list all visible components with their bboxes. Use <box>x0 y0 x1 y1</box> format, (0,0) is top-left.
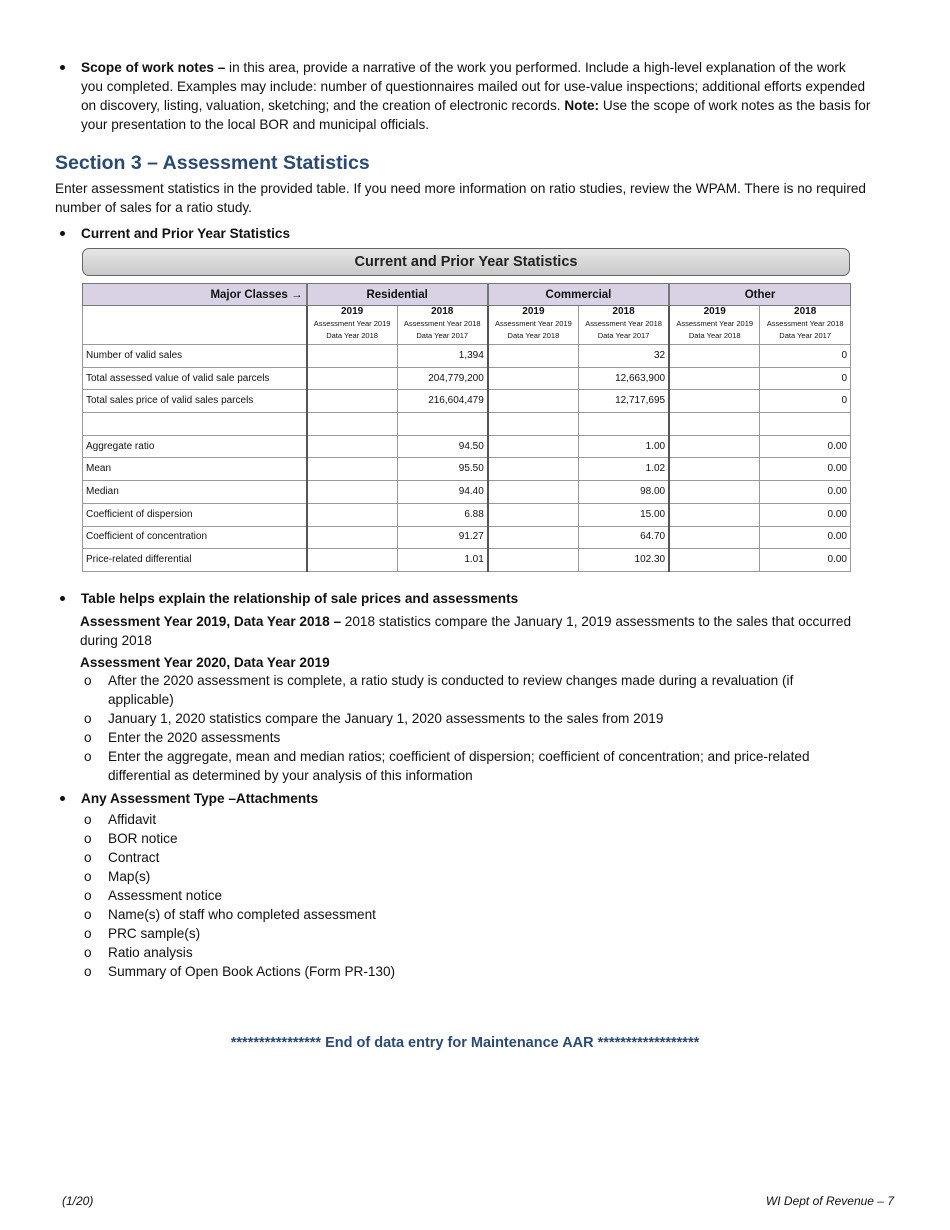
explain-item-text: After the 2020 assessment is complete, a ratio study is conducted to review changes made during a revaluation (if applicable) <box>108 673 794 707</box>
value-cell: 94.40 <box>397 481 488 504</box>
value-cell: 0.00 <box>760 458 851 481</box>
row-label: Total sales price of valid sales parcels <box>83 390 307 413</box>
year-label: 2019 <box>703 306 726 317</box>
explain-list <box>84 671 848 785</box>
attachment-item <box>84 848 848 867</box>
data-year-label: Data Year 2017 <box>416 331 469 340</box>
attachments-bullet-label: Any Assessment Type –Attachments <box>81 791 319 806</box>
value-cell <box>669 390 760 413</box>
footer-right: WI Dept of Revenue – 7 <box>765 1194 894 1208</box>
value-cell: 12,663,900 <box>578 367 669 390</box>
row-label: Aggregate ratio <box>83 435 307 458</box>
data-year-label: Data Year 2018 <box>326 331 378 340</box>
value-cell <box>488 390 579 413</box>
attachment-item-text: Summary of Open Book Actions (Form PR-130) <box>108 964 396 979</box>
explain-bullet <box>56 589 871 608</box>
scope-text: in this area, provide a narrative of the work you performed. Include a high-level explanation of the work you completed. Examples may include: number of questionnaires mailed out for use-value inspections; additional efforts expended on discovery, listing, valuation, sketching; and the creation of electronic records. <box>81 60 866 113</box>
end-of-data-entry: **************** End of data entry for Maintenance AAR ****************** <box>230 1035 700 1051</box>
circle-bullet-icon: o <box>84 711 92 726</box>
row-label: Mean <box>83 458 307 481</box>
data-year-label: Data Year 2018 <box>507 331 560 340</box>
attachment-item-text: PRC sample(s) <box>108 926 201 941</box>
attachment-item <box>84 943 848 962</box>
attachment-item-text: Assessment notice <box>108 888 223 903</box>
year-label: 2018 <box>431 306 454 317</box>
explain-p1 <box>80 612 880 650</box>
class-header-other: Other <box>669 284 850 306</box>
year-label: 2018 <box>794 306 817 317</box>
table-row <box>83 413 851 436</box>
row-label <box>83 413 307 436</box>
value-cell <box>307 503 398 526</box>
table-row <box>83 526 851 549</box>
value-cell <box>488 503 579 526</box>
table-row <box>83 367 851 390</box>
value-cell: 0 <box>760 390 851 413</box>
table-row <box>83 345 851 368</box>
assessment-year-label: Assessment Year 2018 <box>766 319 844 328</box>
value-cell <box>488 345 579 368</box>
attachment-item <box>84 886 848 905</box>
attachment-item-text: Ratio analysis <box>108 945 193 960</box>
value-cell: 15.00 <box>578 503 669 526</box>
assessment-year-label: Assessment Year 2018 <box>585 319 662 328</box>
circle-bullet-icon: o <box>84 926 92 941</box>
row-label: Number of valid sales <box>83 345 307 368</box>
attachment-item-text: BOR notice <box>108 831 178 846</box>
year-header-cell <box>669 306 760 345</box>
table-row <box>83 481 851 504</box>
scope-label: Scope of work notes – <box>81 60 226 75</box>
circle-bullet-icon: o <box>84 869 92 884</box>
value-cell <box>669 367 760 390</box>
value-cell: 12,717,695 <box>578 390 669 413</box>
circle-bullet-icon: o <box>84 850 92 865</box>
explain-item <box>84 671 848 709</box>
blank-cell <box>83 306 307 345</box>
value-cell: 1.00 <box>578 435 669 458</box>
footer-left: (1/20) <box>62 1194 94 1208</box>
circle-bullet-icon: o <box>84 749 92 764</box>
value-cell <box>307 345 398 368</box>
major-classes-label: Major Classes → <box>83 284 307 306</box>
row-label: Total assessed value of valid sale parcels <box>83 367 307 390</box>
value-cell <box>488 413 579 436</box>
value-cell <box>669 435 760 458</box>
scope-bullet <box>56 58 871 134</box>
value-cell: 1.02 <box>578 458 669 481</box>
attachment-item <box>84 962 848 981</box>
section-title: Section 3 – Assessment Statistics <box>55 152 370 174</box>
value-cell <box>760 413 851 436</box>
attachment-item-text: Map(s) <box>108 869 151 884</box>
attachment-item <box>84 905 848 924</box>
explain-item-text: Enter the 2020 assessments <box>108 730 281 745</box>
table-row <box>83 503 851 526</box>
value-cell: 94.50 <box>397 435 488 458</box>
value-cell <box>488 481 579 504</box>
value-cell <box>488 367 579 390</box>
value-cell: 1,394 <box>397 345 488 368</box>
row-label: Coefficient of dispersion <box>83 503 307 526</box>
circle-bullet-icon: o <box>84 888 92 903</box>
table-row <box>83 390 851 413</box>
year-header-cell <box>578 306 669 345</box>
circle-bullet-icon: o <box>84 812 92 827</box>
value-cell <box>669 503 760 526</box>
assessment-year-label: Assessment Year 2019 <box>676 319 754 328</box>
attachment-item-text: Contract <box>108 850 160 865</box>
class-header-residential: Residential <box>307 284 488 306</box>
year-label: 2019 <box>340 306 364 317</box>
year-label: 2019 <box>522 306 545 317</box>
assessment-year-label: Assessment Year 2019 <box>495 319 572 328</box>
table-row <box>83 458 851 481</box>
value-cell <box>669 481 760 504</box>
attachment-item <box>84 924 848 943</box>
table-title: Current and Prior Year Statistics <box>82 248 850 276</box>
row-label: Median <box>83 481 307 504</box>
value-cell <box>578 413 669 436</box>
explain-item <box>84 747 848 785</box>
attachment-item <box>84 867 848 886</box>
year-header-cell <box>307 306 398 345</box>
value-cell: 64.70 <box>578 526 669 549</box>
value-cell: 91.27 <box>397 526 488 549</box>
p1-text: 2018 statistics compare the January 1, 2019 assessments to the sales that occurred during 2018 <box>80 614 852 648</box>
note-label: Note: <box>564 98 600 113</box>
assessment-year-label: Assessment Year 2019 <box>313 319 391 328</box>
explain-item-text: January 1, 2020 statistics compare the January 1, 2020 assessments to the sales from 2019 <box>108 711 664 726</box>
value-cell: 0.00 <box>760 503 851 526</box>
explain-p2-label: Assessment Year 2020, Data Year 2019 <box>80 655 330 670</box>
value-cell <box>307 481 398 504</box>
year-header-cell <box>760 306 851 345</box>
data-year-label: Data Year 2017 <box>779 331 831 340</box>
value-cell <box>307 526 398 549</box>
circle-bullet-icon: o <box>84 964 92 979</box>
value-cell <box>488 435 579 458</box>
circle-bullet-icon: o <box>84 831 92 846</box>
attachment-item-text: Affidavit <box>108 812 157 827</box>
year-label: 2018 <box>612 306 635 317</box>
value-cell: 0 <box>760 367 851 390</box>
value-cell: 32 <box>578 345 669 368</box>
value-cell <box>307 367 398 390</box>
assessment-year-label: Assessment Year 2018 <box>403 319 481 328</box>
value-cell: 95.50 <box>397 458 488 481</box>
value-cell: 0.00 <box>760 481 851 504</box>
value-cell <box>307 549 398 572</box>
explain-item <box>84 709 848 728</box>
attachment-item <box>84 829 848 848</box>
year-header-cell <box>488 306 579 345</box>
value-cell: 0.00 <box>760 435 851 458</box>
data-year-label: Data Year 2018 <box>688 331 741 340</box>
value-cell: 0.00 <box>760 526 851 549</box>
value-cell <box>669 413 760 436</box>
circle-bullet-icon: o <box>84 730 92 745</box>
section-intro: Enter assessment statistics in the provided table. If you need more information on ratio studies, review the WPAM. There is no required number of sales for a ratio study. <box>55 181 866 215</box>
row-label: Price-related differential <box>83 549 307 572</box>
value-cell <box>397 413 488 436</box>
circle-bullet-icon: o <box>84 673 92 688</box>
value-cell <box>669 526 760 549</box>
attachment-item <box>84 810 848 829</box>
value-cell <box>669 458 760 481</box>
data-year-label: Data Year 2017 <box>597 331 650 340</box>
table-row <box>83 435 851 458</box>
explain-bullet-label: Table helps explain the relationship of sale prices and assessments <box>81 591 519 606</box>
value-cell <box>488 549 579 572</box>
value-cell: 1.01 <box>397 549 488 572</box>
circle-bullet-icon: o <box>84 945 92 960</box>
value-cell <box>307 435 398 458</box>
p1-label: Assessment Year 2019, Data Year 2018 – <box>80 614 342 629</box>
class-header-row <box>83 284 851 306</box>
attachments-list <box>84 810 848 981</box>
value-cell: 0.00 <box>760 549 851 572</box>
note-text: Use the scope of work notes as the basis for your presentation to the local BOR and municipal officials. <box>81 98 871 132</box>
value-cell: 6.88 <box>397 503 488 526</box>
year-header-row <box>83 306 851 345</box>
table-row <box>83 549 851 572</box>
row-label: Coefficient of concentration <box>83 526 307 549</box>
explain-item <box>84 728 848 747</box>
statistics-table <box>82 283 851 572</box>
attachment-item-text: Name(s) of staff who completed assessment <box>108 907 376 922</box>
value-cell <box>488 458 579 481</box>
class-header-commercial: Commercial <box>488 284 669 306</box>
value-cell <box>669 549 760 572</box>
value-cell <box>307 390 398 413</box>
value-cell: 98.00 <box>578 481 669 504</box>
explain-item-text: Enter the aggregate, mean and median ratios; coefficient of dispersion; coefficient of concentration; and price-related differential as determined by your analysis of this information <box>108 749 810 783</box>
stats-bullet <box>56 224 871 243</box>
value-cell <box>307 413 398 436</box>
value-cell <box>488 526 579 549</box>
value-cell: 216,604,479 <box>397 390 488 413</box>
circle-bullet-icon: o <box>84 907 92 922</box>
stats-bullet-label: Current and Prior Year Statistics <box>81 226 291 241</box>
value-cell <box>307 458 398 481</box>
value-cell: 102.30 <box>578 549 669 572</box>
attachments-bullet <box>56 789 871 808</box>
year-header-cell <box>397 306 488 345</box>
value-cell: 0 <box>760 345 851 368</box>
value-cell: 204,779,200 <box>397 367 488 390</box>
value-cell <box>669 345 760 368</box>
